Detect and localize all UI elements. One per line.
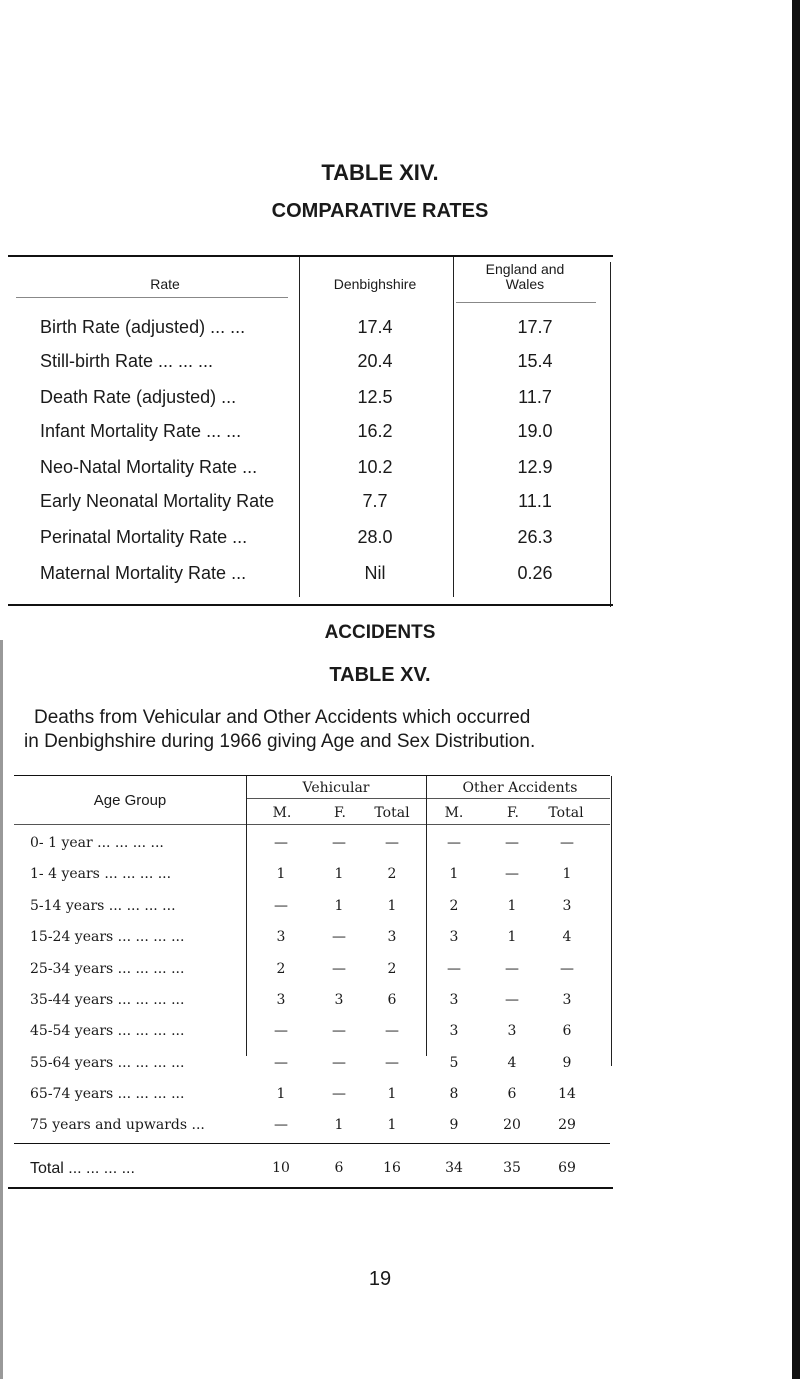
ot-cell: — bbox=[560, 835, 574, 851]
rate-label: Early Neonatal Mortality Rate bbox=[40, 491, 275, 511]
vm-cell: — bbox=[274, 835, 288, 851]
vm-cell: 1 bbox=[276, 866, 286, 882]
vf-cell: 1 bbox=[334, 898, 344, 914]
vf-cell: 1 bbox=[334, 1117, 344, 1133]
age-group-label: 5-14 years ... ... ... ... bbox=[30, 898, 176, 914]
rate-label: Death Rate (adjusted) ... bbox=[40, 387, 237, 407]
of-cell: — bbox=[505, 992, 519, 1008]
denbighshire-value: 20.4 bbox=[357, 351, 393, 371]
vt-cell: 1 bbox=[387, 1086, 397, 1102]
vf-cell: — bbox=[332, 961, 346, 977]
vm-cell: 1 bbox=[276, 1086, 286, 1102]
page-number: 19 bbox=[368, 1268, 392, 1290]
rate-label: Perinatal Mortality Rate ... bbox=[40, 527, 248, 547]
other-total-header: Total bbox=[548, 805, 584, 821]
total-row bbox=[30, 1160, 620, 1184]
england-wales-value: 12.9 bbox=[517, 457, 553, 477]
rate-label: Neo-Natal Mortality Rate ... bbox=[40, 457, 258, 477]
age-group-label: 45-54 years ... ... ... ... bbox=[30, 1023, 185, 1039]
age-group-label: 55-64 years ... ... ... ... bbox=[30, 1055, 185, 1071]
of-cell: 20 bbox=[503, 1117, 521, 1133]
total-rule bbox=[14, 1143, 610, 1144]
age-group-label: 75 years and upwards ... bbox=[30, 1117, 205, 1133]
denbighshire-value: 12.5 bbox=[357, 387, 393, 407]
age-group-label: 15-24 years ... ... ... ... bbox=[30, 929, 185, 945]
england-wales-value: 11.7 bbox=[518, 387, 552, 407]
total-vt-cell: 16 bbox=[383, 1160, 401, 1176]
of-cell: — bbox=[505, 961, 519, 977]
england-wales-value: 11.1 bbox=[518, 491, 552, 511]
table-14-title: COMPARATIVE RATES bbox=[271, 200, 489, 222]
header-underline bbox=[16, 297, 288, 298]
ot-cell: 6 bbox=[562, 1023, 572, 1039]
of-cell: — bbox=[505, 835, 519, 851]
table-15-description-2: in Denbighshire during 1966 giving Age and Sex Distribution. bbox=[24, 731, 536, 752]
ot-cell: 1 bbox=[562, 866, 572, 882]
subheader-rule bbox=[247, 798, 610, 799]
table-row bbox=[40, 491, 640, 517]
rate-label: Birth Rate (adjusted) ... ... bbox=[40, 317, 246, 337]
vf-cell: 1 bbox=[334, 866, 344, 882]
table-row bbox=[30, 929, 620, 953]
vf-cell: — bbox=[332, 1055, 346, 1071]
denbighshire-header: Denbighshire bbox=[333, 276, 417, 292]
vm-cell: 3 bbox=[276, 992, 286, 1008]
vf-cell: — bbox=[332, 1023, 346, 1039]
table-row bbox=[30, 992, 620, 1016]
om-cell: 3 bbox=[449, 992, 459, 1008]
header-rule bbox=[14, 824, 610, 825]
vt-cell: 1 bbox=[387, 898, 397, 914]
denbighshire-value: 7.7 bbox=[362, 491, 388, 511]
vehicular-m-header: M. bbox=[272, 805, 292, 821]
age-group-label: 1- 4 years ... ... ... ... bbox=[30, 866, 172, 882]
age-group-label: 25-34 years ... ... ... ... bbox=[30, 961, 185, 977]
vm-cell: 3 bbox=[276, 929, 286, 945]
denbighshire-value: 28.0 bbox=[357, 527, 393, 547]
header-underline-2 bbox=[456, 302, 596, 303]
table-15-description-1: Deaths from Vehicular and Other Accidents which occurred bbox=[34, 707, 531, 728]
england-wales-header: England and Wales bbox=[485, 261, 565, 292]
total-om-cell: 34 bbox=[445, 1160, 463, 1176]
vehicular-f-header: F. bbox=[334, 805, 346, 821]
other-m-header: M. bbox=[444, 805, 464, 821]
vm-cell: — bbox=[274, 1023, 288, 1039]
denbighshire-value: 17.4 bbox=[357, 317, 393, 337]
vt-cell: 2 bbox=[387, 866, 397, 882]
vf-cell: — bbox=[332, 929, 346, 945]
om-cell: 9 bbox=[449, 1117, 459, 1133]
bottom-rule bbox=[8, 1187, 613, 1189]
accidents-heading: ACCIDENTS bbox=[324, 622, 436, 643]
ot-cell: 29 bbox=[558, 1117, 576, 1133]
other-f-header: F. bbox=[507, 805, 519, 821]
vt-cell: 1 bbox=[387, 1117, 397, 1133]
bottom-rule bbox=[8, 604, 613, 606]
of-cell: 1 bbox=[507, 898, 517, 914]
table-row bbox=[40, 527, 640, 553]
table-row bbox=[40, 563, 640, 589]
rate-label: Still-birth Rate ... ... ... bbox=[40, 351, 214, 371]
of-cell: 3 bbox=[507, 1023, 517, 1039]
top-rule bbox=[8, 255, 613, 257]
table-row bbox=[30, 866, 620, 890]
vt-cell: 6 bbox=[387, 992, 397, 1008]
rate-label: Maternal Mortality Rate ... bbox=[40, 563, 247, 583]
table-row bbox=[40, 457, 640, 483]
om-cell: 2 bbox=[449, 898, 459, 914]
age-group-label: 35-44 years ... ... ... ... bbox=[30, 992, 185, 1008]
vehicular-total-header: Total bbox=[374, 805, 410, 821]
om-cell: — bbox=[447, 961, 461, 977]
other-accidents-header: Other Accidents bbox=[462, 780, 578, 796]
vt-cell: 2 bbox=[387, 961, 397, 977]
top-rule bbox=[14, 775, 610, 776]
vt-cell: — bbox=[385, 1055, 399, 1071]
of-cell: — bbox=[505, 866, 519, 882]
vm-cell: — bbox=[274, 1117, 288, 1133]
table-row bbox=[30, 1117, 620, 1141]
table-row bbox=[30, 835, 620, 859]
of-cell: 4 bbox=[507, 1055, 517, 1071]
vf-cell: 3 bbox=[334, 992, 344, 1008]
ot-cell: 4 bbox=[562, 929, 572, 945]
age-group-header: Age Group bbox=[93, 792, 167, 809]
om-cell: 3 bbox=[449, 929, 459, 945]
page-edge-shadow bbox=[792, 0, 800, 1379]
total-of-cell: 35 bbox=[503, 1160, 521, 1176]
total-ot-cell: 69 bbox=[558, 1160, 576, 1176]
table-row bbox=[40, 421, 640, 447]
vt-cell: — bbox=[385, 835, 399, 851]
total-vm-cell: 10 bbox=[272, 1160, 290, 1176]
om-cell: 8 bbox=[449, 1086, 459, 1102]
vf-cell: — bbox=[332, 835, 346, 851]
ot-cell: — bbox=[560, 961, 574, 977]
om-cell: 1 bbox=[449, 866, 459, 882]
table-row bbox=[40, 351, 640, 377]
table-14-number: TABLE XIV. bbox=[321, 160, 439, 185]
vm-cell: — bbox=[274, 1055, 288, 1071]
ot-cell: 3 bbox=[562, 992, 572, 1008]
vm-cell: 2 bbox=[276, 961, 286, 977]
england-wales-value: 15.4 bbox=[517, 351, 553, 371]
table-row bbox=[30, 898, 620, 922]
table-row bbox=[40, 387, 640, 413]
age-group-label: 0- 1 year ... ... ... ... bbox=[30, 835, 164, 851]
england-wales-value: 0.26 bbox=[517, 563, 553, 583]
rate-header: Rate bbox=[150, 276, 180, 292]
om-cell: — bbox=[447, 835, 461, 851]
vf-cell: — bbox=[332, 1086, 346, 1102]
of-cell: 6 bbox=[507, 1086, 517, 1102]
rate-label: Infant Mortality Rate ... ... bbox=[40, 421, 242, 441]
total-vf-cell: 6 bbox=[334, 1160, 344, 1176]
table-row bbox=[30, 1055, 620, 1079]
england-wales-value: 26.3 bbox=[517, 527, 553, 547]
vm-cell: — bbox=[274, 898, 288, 914]
england-wales-value: 17.7 bbox=[517, 317, 553, 337]
om-cell: 3 bbox=[449, 1023, 459, 1039]
ot-cell: 14 bbox=[558, 1086, 576, 1102]
denbighshire-value: 10.2 bbox=[357, 457, 393, 477]
england-wales-value: 19.0 bbox=[517, 421, 553, 441]
vehicular-header: Vehicular bbox=[302, 780, 370, 796]
table-row bbox=[30, 961, 620, 985]
table-row bbox=[30, 1086, 620, 1110]
vt-cell: — bbox=[385, 1023, 399, 1039]
denbighshire-value: Nil bbox=[364, 563, 386, 583]
om-cell: 5 bbox=[449, 1055, 459, 1071]
denbighshire-value: 16.2 bbox=[357, 421, 393, 441]
table-15-number: TABLE XV. bbox=[329, 664, 431, 686]
of-cell: 1 bbox=[507, 929, 517, 945]
ot-cell: 9 bbox=[562, 1055, 572, 1071]
ot-cell: 3 bbox=[562, 898, 572, 914]
vt-cell: 3 bbox=[387, 929, 397, 945]
age-group-label: 65-74 years ... ... ... ... bbox=[30, 1086, 185, 1102]
table-row bbox=[30, 1023, 620, 1047]
table-row bbox=[40, 317, 640, 343]
total-label: Total ... ... ... ... bbox=[30, 1160, 135, 1177]
